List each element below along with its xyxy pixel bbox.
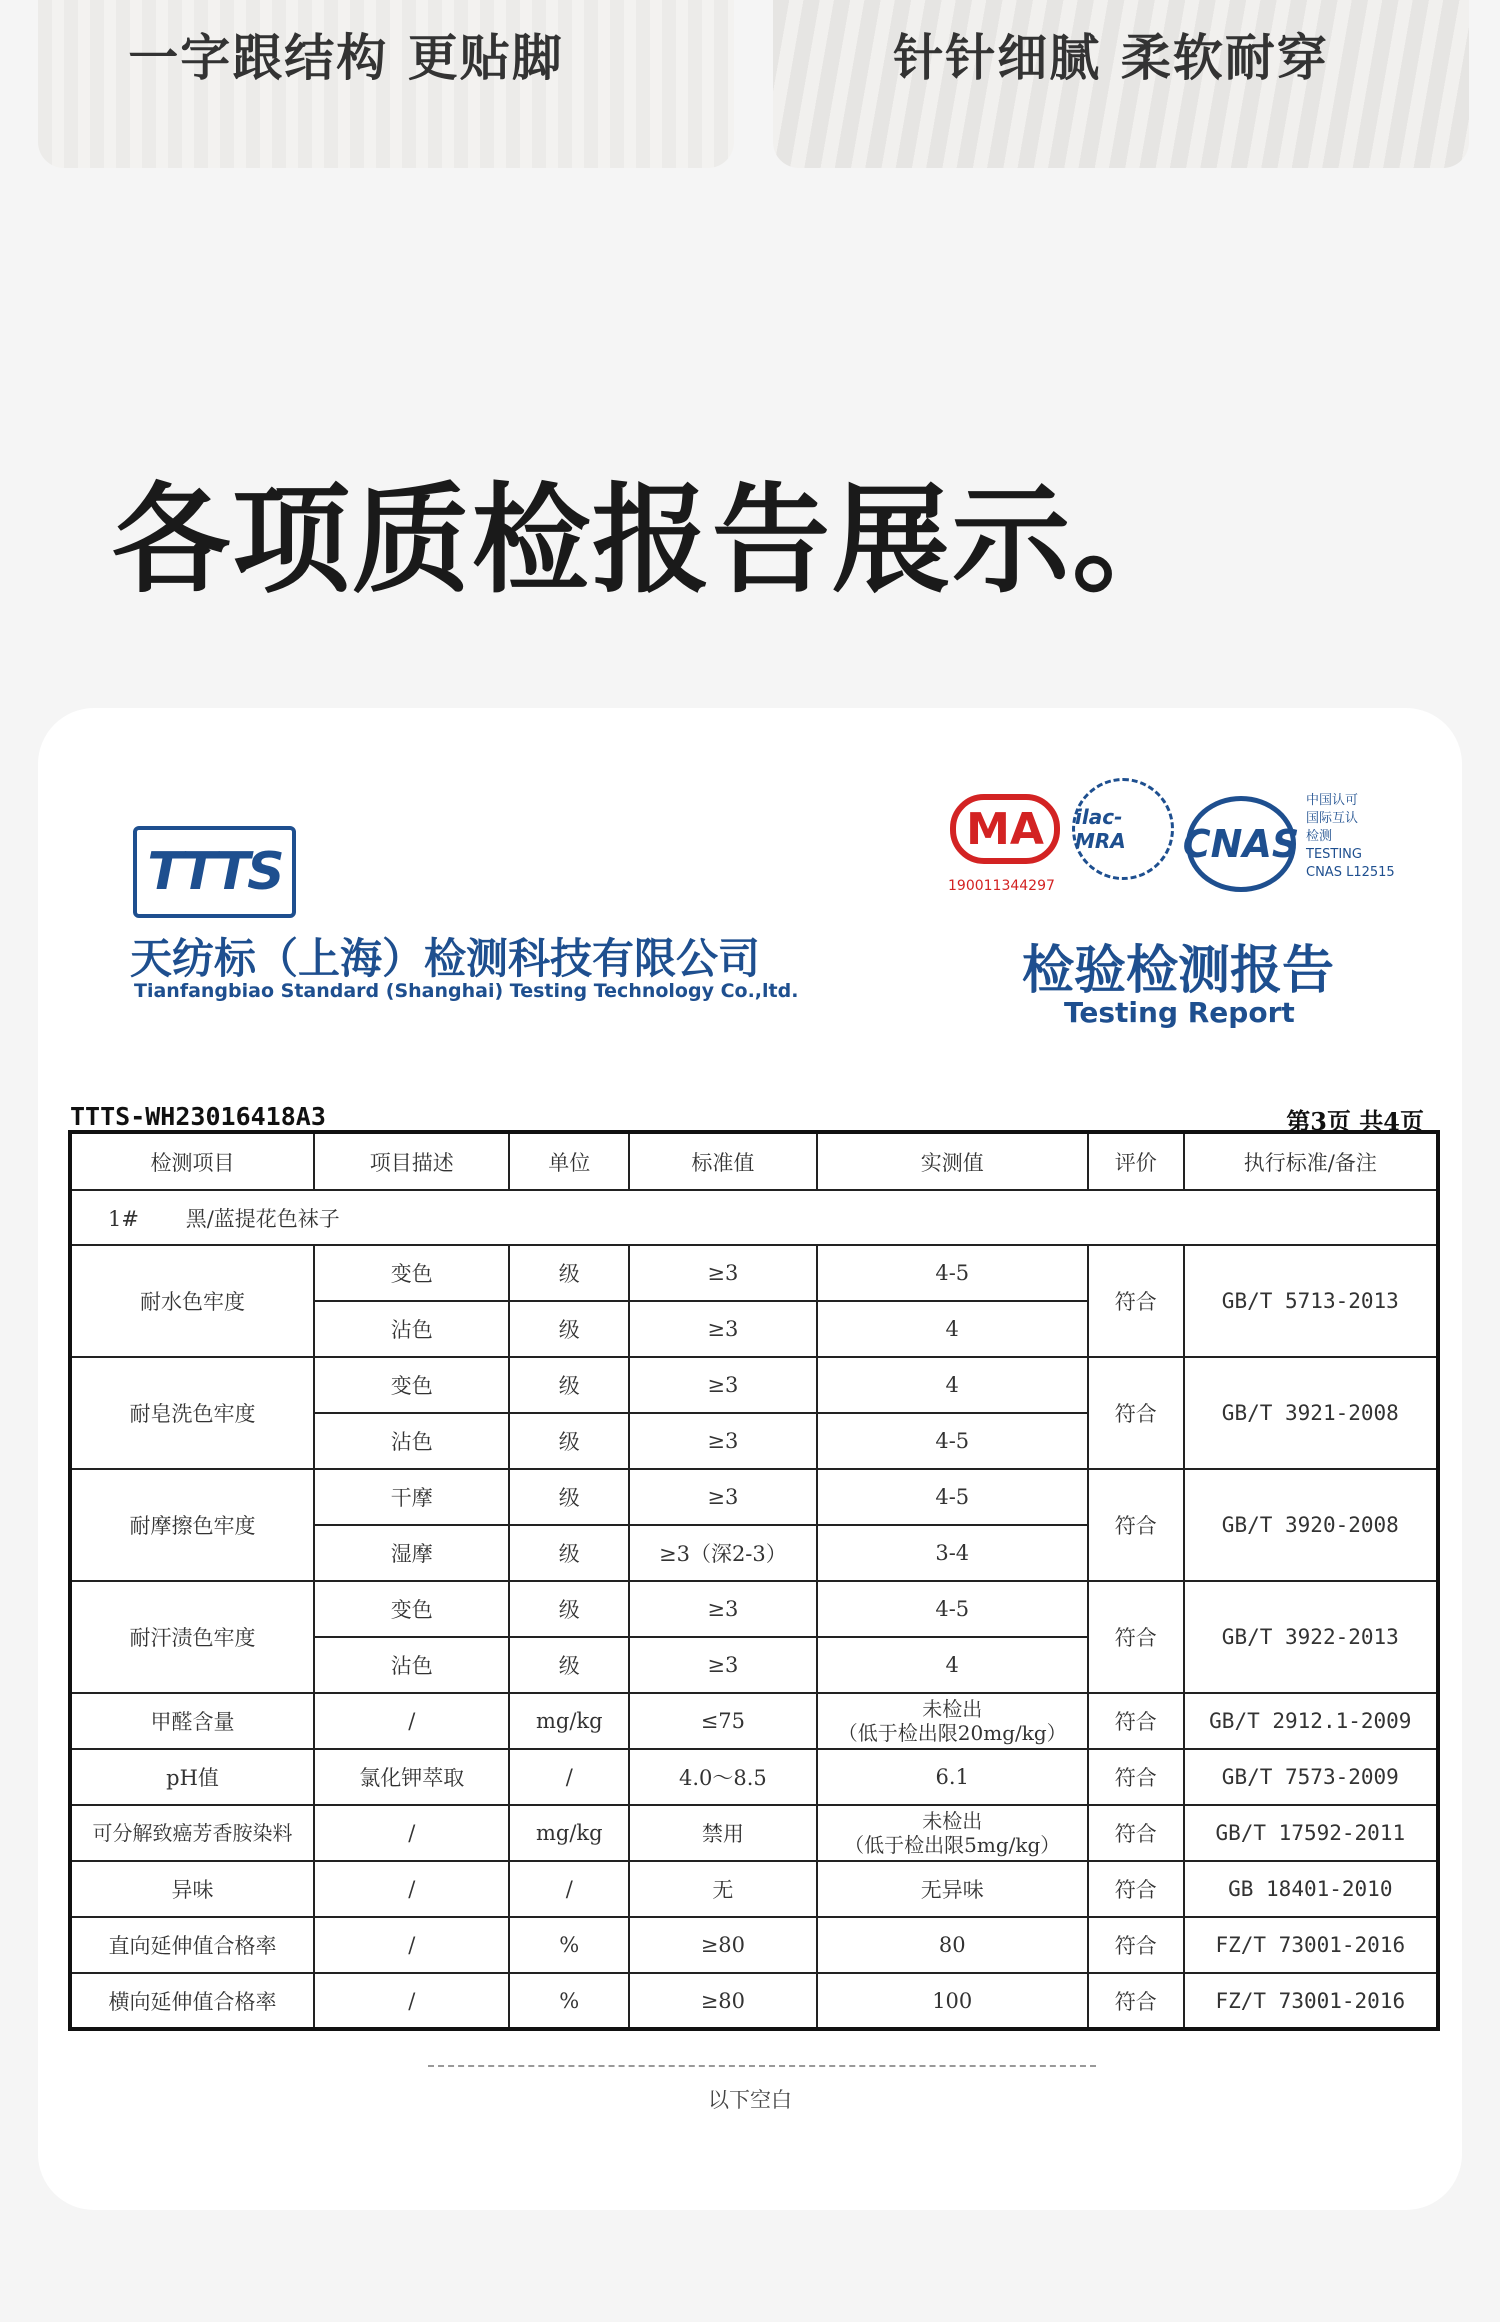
measured-value: 4-5 <box>817 1413 1088 1469</box>
item-desc: 沾色 <box>314 1637 509 1693</box>
table-row <box>70 1749 1438 1805</box>
logo-text: TTTS <box>147 842 282 902</box>
cnas-line: 国际互认 <box>1306 811 1359 826</box>
measured-value: 6.1 <box>817 1749 1088 1805</box>
item-desc: 干摩 <box>314 1469 509 1525</box>
measured-note: （低于检出限20mg/kg） <box>837 1721 1067 1745</box>
standard-value: 无 <box>629 1861 816 1917</box>
test-item: 耐摩擦色牢度 <box>70 1469 314 1581</box>
column-header: 评价 <box>1088 1132 1184 1190</box>
unit: 级 <box>509 1637 629 1693</box>
measured-value: 100 <box>817 1973 1088 2029</box>
cnas-line: CNAS L12515 <box>1306 865 1395 880</box>
column-header: 执行标准/备注 <box>1184 1132 1438 1190</box>
report-title-cn: 检验检测报告 <box>1022 941 1335 1001</box>
page-info: 第3页 共4页 <box>1286 1107 1424 1136</box>
unit: 级 <box>509 1301 629 1357</box>
cnas-text: CNAS <box>1182 822 1300 866</box>
cnas-line: 中国认可 <box>1306 793 1359 808</box>
column-header: 项目描述 <box>314 1132 509 1190</box>
sample-id: 1# <box>108 1206 139 1231</box>
item-desc: 变色 <box>314 1245 509 1301</box>
evaluation: 符合 <box>1088 1581 1184 1693</box>
measured-value: 无异味 <box>817 1861 1088 1917</box>
test-method: GB/T 3920-2008 <box>1184 1469 1438 1581</box>
standard-value: ≥3（深2-3） <box>629 1525 816 1581</box>
cma-certification-mark <box>950 794 1060 864</box>
test-item: pH值 <box>70 1749 314 1805</box>
standard-value: 禁用 <box>629 1805 816 1861</box>
feature-tile-heel <box>38 0 734 168</box>
evaluation: 符合 <box>1088 1917 1184 1973</box>
ilac-text: ilac-MRA <box>1075 805 1126 853</box>
evaluation: 符合 <box>1088 1693 1184 1749</box>
test-item: 横向延伸值合格率 <box>70 1973 314 2029</box>
table-row <box>70 1469 1438 1525</box>
unit: 级 <box>509 1413 629 1469</box>
standard-value: ≥3 <box>629 1637 816 1693</box>
item-desc: 氯化钾萃取 <box>314 1749 509 1805</box>
report-number: TTTS-WH23016418A3 <box>70 1102 326 1131</box>
unit: 级 <box>509 1357 629 1413</box>
measured-value: 4 <box>817 1301 1088 1357</box>
table-row <box>70 1805 1438 1861</box>
table-row <box>70 1245 1438 1301</box>
tile-caption: 一字跟结构 更贴脚 <box>128 29 564 87</box>
unit: mg/kg <box>509 1693 629 1749</box>
evaluation: 符合 <box>1088 1357 1184 1469</box>
sample-cell <box>70 1190 1438 1245</box>
table-row <box>70 1917 1438 1973</box>
standard-value: ≤75 <box>629 1693 816 1749</box>
measured-value: 4 <box>817 1357 1088 1413</box>
ilac-mra-mark <box>1072 778 1174 880</box>
section-headline: 各项质检报告展示。 <box>112 471 1193 609</box>
table-row <box>70 1973 1438 2029</box>
test-method: GB 18401-2010 <box>1184 1861 1438 1917</box>
unit: 级 <box>509 1525 629 1581</box>
item-desc: / <box>314 1805 509 1861</box>
item-desc: 沾色 <box>314 1413 509 1469</box>
company-logo <box>133 826 296 918</box>
standard-value: ≥80 <box>629 1917 816 1973</box>
test-method: GB/T 2912.1-2009 <box>1184 1693 1438 1749</box>
cma-text: MA <box>966 803 1044 855</box>
table-header-row <box>70 1132 1438 1190</box>
measured-value: 4-5 <box>817 1469 1088 1525</box>
test-method: GB/T 7573-2009 <box>1184 1749 1438 1805</box>
unit: mg/kg <box>509 1805 629 1861</box>
company-name-en: Tianfangbiao Standard (Shanghai) Testing Technology Co.,ltd. <box>134 980 799 1002</box>
test-item: 耐水色牢度 <box>70 1245 314 1357</box>
unit: % <box>509 1917 629 1973</box>
test-item: 直向延伸值合格率 <box>70 1917 314 1973</box>
evaluation: 符合 <box>1088 1469 1184 1581</box>
company-name-cn: 天纺标（上海）检测科技有限公司 <box>130 934 761 983</box>
item-desc: / <box>314 1973 509 2029</box>
tile-caption: 针针细腻 柔软耐穿 <box>893 29 1329 87</box>
sample-name: 黑/蓝提花色袜子 <box>185 1206 340 1231</box>
cnas-line: TESTING <box>1306 847 1362 862</box>
cnas-side-text <box>1306 792 1395 882</box>
item-desc: / <box>314 1861 509 1917</box>
standard-value: ≥3 <box>629 1245 816 1301</box>
item-desc: 沾色 <box>314 1301 509 1357</box>
report-title-en: Testing Report <box>1064 996 1295 1029</box>
standard-value: ≥3 <box>629 1357 816 1413</box>
feature-tile-knit <box>773 0 1469 168</box>
test-item: 耐皂洗色牢度 <box>70 1357 314 1469</box>
test-method: GB/T 5713-2013 <box>1184 1245 1438 1357</box>
unit: % <box>509 1973 629 2029</box>
unit: / <box>509 1861 629 1917</box>
test-item: 异味 <box>70 1861 314 1917</box>
unit: 级 <box>509 1581 629 1637</box>
test-method: FZ/T 73001-2016 <box>1184 1973 1438 2029</box>
standard-value: ≥3 <box>629 1469 816 1525</box>
test-report-card <box>38 708 1462 2210</box>
unit: / <box>509 1749 629 1805</box>
standard-value: ≥3 <box>629 1581 816 1637</box>
cnas-line: 检测 <box>1306 829 1333 844</box>
column-header: 单位 <box>509 1132 629 1190</box>
column-header: 实测值 <box>817 1132 1088 1190</box>
column-header: 标准值 <box>629 1132 816 1190</box>
cma-number: 190011344297 <box>948 878 1055 894</box>
sample-row <box>70 1190 1438 1245</box>
standard-value: ≥3 <box>629 1413 816 1469</box>
item-desc: / <box>314 1693 509 1749</box>
test-item: 耐汗渍色牢度 <box>70 1581 314 1693</box>
end-note: 以下空白 <box>708 2088 792 2112</box>
measured-line: 未检出 <box>922 1809 983 1833</box>
standard-value: ≥3 <box>629 1301 816 1357</box>
test-item: 甲醛含量 <box>70 1693 314 1749</box>
test-method: GB/T 3922-2013 <box>1184 1581 1438 1693</box>
table-row <box>70 1581 1438 1637</box>
measured-value: 80 <box>817 1917 1088 1973</box>
table-row <box>70 1357 1438 1413</box>
test-item: 可分解致癌芳香胺染料 <box>70 1805 314 1861</box>
item-desc: 变色 <box>314 1581 509 1637</box>
measured-note: （低于检出限5mg/kg） <box>844 1833 1061 1857</box>
column-header: 检测项目 <box>70 1132 314 1190</box>
test-method: GB/T 17592-2011 <box>1184 1805 1438 1861</box>
item-desc: 变色 <box>314 1357 509 1413</box>
standard-value: ≥80 <box>629 1973 816 2029</box>
test-results-table <box>68 1130 1440 2031</box>
evaluation: 符合 <box>1088 1973 1184 2029</box>
cnas-mark <box>1182 796 1300 892</box>
evaluation: 符合 <box>1088 1861 1184 1917</box>
standard-value: 4.0～8.5 <box>629 1749 816 1805</box>
item-desc: / <box>314 1917 509 1973</box>
end-divider <box>428 2065 1096 2067</box>
unit: 级 <box>509 1245 629 1301</box>
measured-value: 4-5 <box>817 1581 1088 1637</box>
measured-value: 4 <box>817 1637 1088 1693</box>
measured-value <box>817 1805 1088 1861</box>
evaluation: 符合 <box>1088 1749 1184 1805</box>
unit: 级 <box>509 1469 629 1525</box>
measured-value: 3-4 <box>817 1525 1088 1581</box>
evaluation: 符合 <box>1088 1805 1184 1861</box>
evaluation: 符合 <box>1088 1245 1184 1357</box>
table-row <box>70 1861 1438 1917</box>
measured-value: 4-5 <box>817 1245 1088 1301</box>
item-desc: 湿摩 <box>314 1525 509 1581</box>
measured-line: 未检出 <box>922 1697 983 1721</box>
measured-value <box>817 1693 1088 1749</box>
test-method: GB/T 3921-2008 <box>1184 1357 1438 1469</box>
table-row <box>70 1693 1438 1749</box>
test-method: FZ/T 73001-2016 <box>1184 1917 1438 1973</box>
